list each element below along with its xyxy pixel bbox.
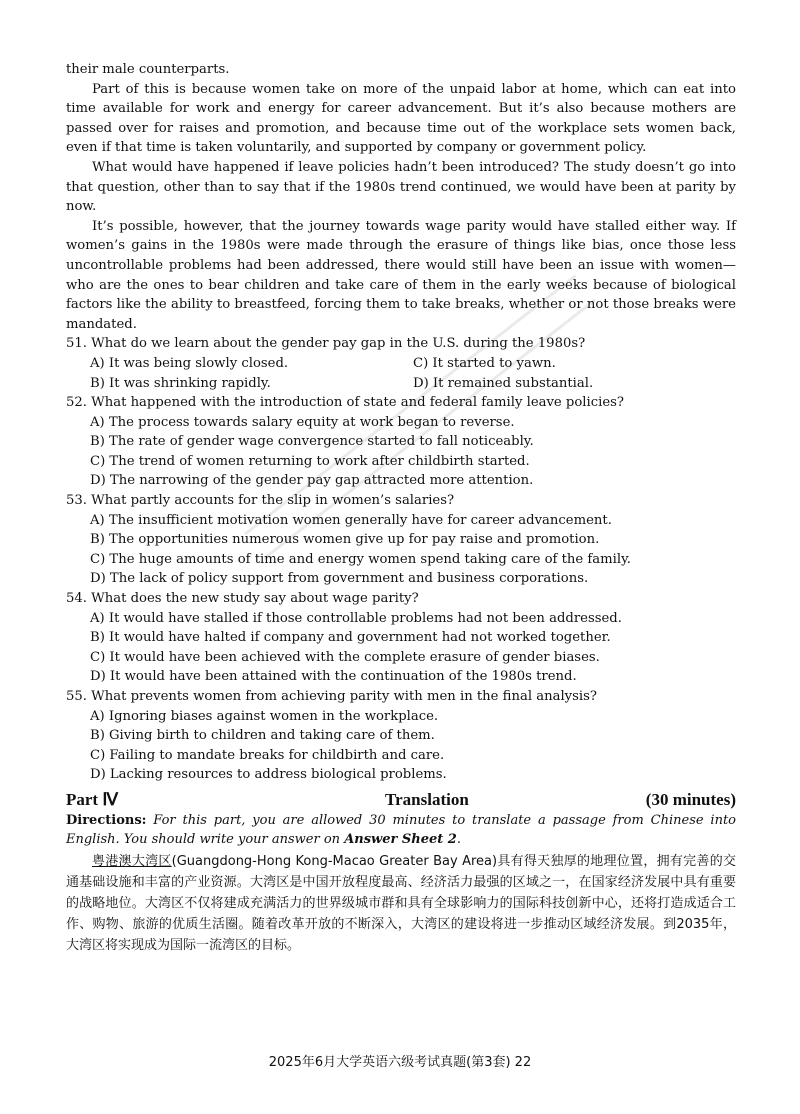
passage-paragraph: their male counterparts. [66,62,230,77]
question-stem: 54. What does the new study say about wage parity? [66,591,419,607]
part-header [66,789,736,811]
page-footer: 2025年6月大学英语六级考试真题(第3套) 22 [268,1055,532,1070]
option-a: A) It would have stalled if those controllable problems had not been addressed. [90,610,622,626]
option-b: B) The rate of gender wage convergence started to fall noticeably. [90,434,534,450]
question-stem: 51. What do we learn about the gender pay gap in the U.S. during the 1980s? [66,336,586,352]
answer-sheet-ref: Answer Sheet 2 [344,831,457,847]
exam-page [66,60,736,956]
option-c: C) It started to yawn. [413,355,556,371]
part-title: Translation [385,789,469,809]
option-c: C) Failing to mandate breaks for childbirth and care. [90,747,445,763]
directions-end: . [456,831,461,847]
option-a: A) Ignoring biases against women in the workplace. [90,708,439,724]
part-time: (30 minutes) [645,789,736,809]
option-d: D) The lack of policy support from government and business corporations. [90,571,589,587]
option-d: D) Lacking resources to address biological problems. [90,767,447,783]
question-stem: 55. What prevents women from achieving parity with men in the final analysis? [66,689,597,704]
question-stem: 52. What happened with the introduction of state and federal family leave policies? [66,395,624,411]
option-b: B) The opportunities numerous women give up for pay raise and promotion. [90,532,600,548]
translation-passage [66,851,736,956]
option-d: D) It remained substantial. [413,375,594,391]
option-c: C) The huge amounts of time and energy women spend taking care of the family. [90,551,631,567]
translation-term: 粤港澳大湾区 [92,853,172,869]
question-55 [66,687,736,785]
question-54 [66,589,736,687]
part-label: Part Ⅳ [66,789,119,809]
option-c: C) The trend of women returning to work after childbirth started. [90,453,530,469]
passage-paragraph: What would have happened if leave policies hadn’t been introduced? The study doesn’t go into that question, other than to say that if the 1980s trend continued, we would have been at parity by now. [66,159,736,215]
question-53 [66,491,736,589]
option-a: A) It was being slowly closed. [90,355,289,371]
directions-text: For this part, you are allowed 30 minutes to translate a passage from Chinese into English. You should write your answer on [66,812,736,847]
passage-paragraph: It’s possible, however, that the journey towards wage parity would have stalled either way. If women’s gains in the 1980s were made through the erasure of things like bias, once those less uncontrollable problems had been addressed, there would still have been an issue with women— who are the ones to bear children and take care of them in the early weeks because of biological factors like the ability to breastfeed, forcing them to take breaks, whether or not those breaks were mandated. [66,218,736,332]
option-a: A) The process towards salary equity at work began to reverse. [90,414,515,430]
question-stem: 53. What partly accounts for the slip in women’s salaries? [66,493,455,509]
option-d: D) The narrowing of the gender pay gap attracted more attention. [90,473,534,489]
directions [66,811,736,849]
option-a: A) The insufficient motivation women generally have for career advancement. [90,512,612,528]
option-b: B) It was shrinking rapidly. [90,375,271,391]
question-52 [66,393,736,491]
option-b: B) Giving birth to children and taking care of them. [90,728,435,744]
question-51 [66,334,736,393]
passage-paragraph: Part of this is because women take on more of the unpaid labor at home, which can eat into time available for work and energy for career advancement. But it’s also because mothers are passed over for raises and promotion, and because time out of the workplace sets women back, even if that time is taken voluntarily, and supported by company or government policy. [66,81,736,156]
directions-label: Directions: [66,812,147,828]
option-d: D) It would have been attained with the continuation of the 1980s trend. [90,669,577,685]
option-c: C) It would have been achieved with the complete erasure of gender biases. [90,649,600,665]
translation-body: (Guangdong-Hong Kong-Macao Greater Bay Area)具有得天独厚的地理位置，拥有完善的交通基础设施和丰富的产业资源。大湾区是中国开放程度最高、经济活力最强的区域之一，在国家经济发展中具有重要的战略地位。大湾区不仅将建成充满活力的世界级城市群和具有全球影响力的国际科技创新中心，还将打造成适合工作、购物、旅游的优质生活圈。随着改革开放的不断深入，大湾区的建设将进一步推动区域经济发展。到2035年，大湾区将实现成为国际一流湾区的目标。 [66,853,736,953]
option-b: B) It would have halted if company and government had not worked together. [90,630,611,646]
